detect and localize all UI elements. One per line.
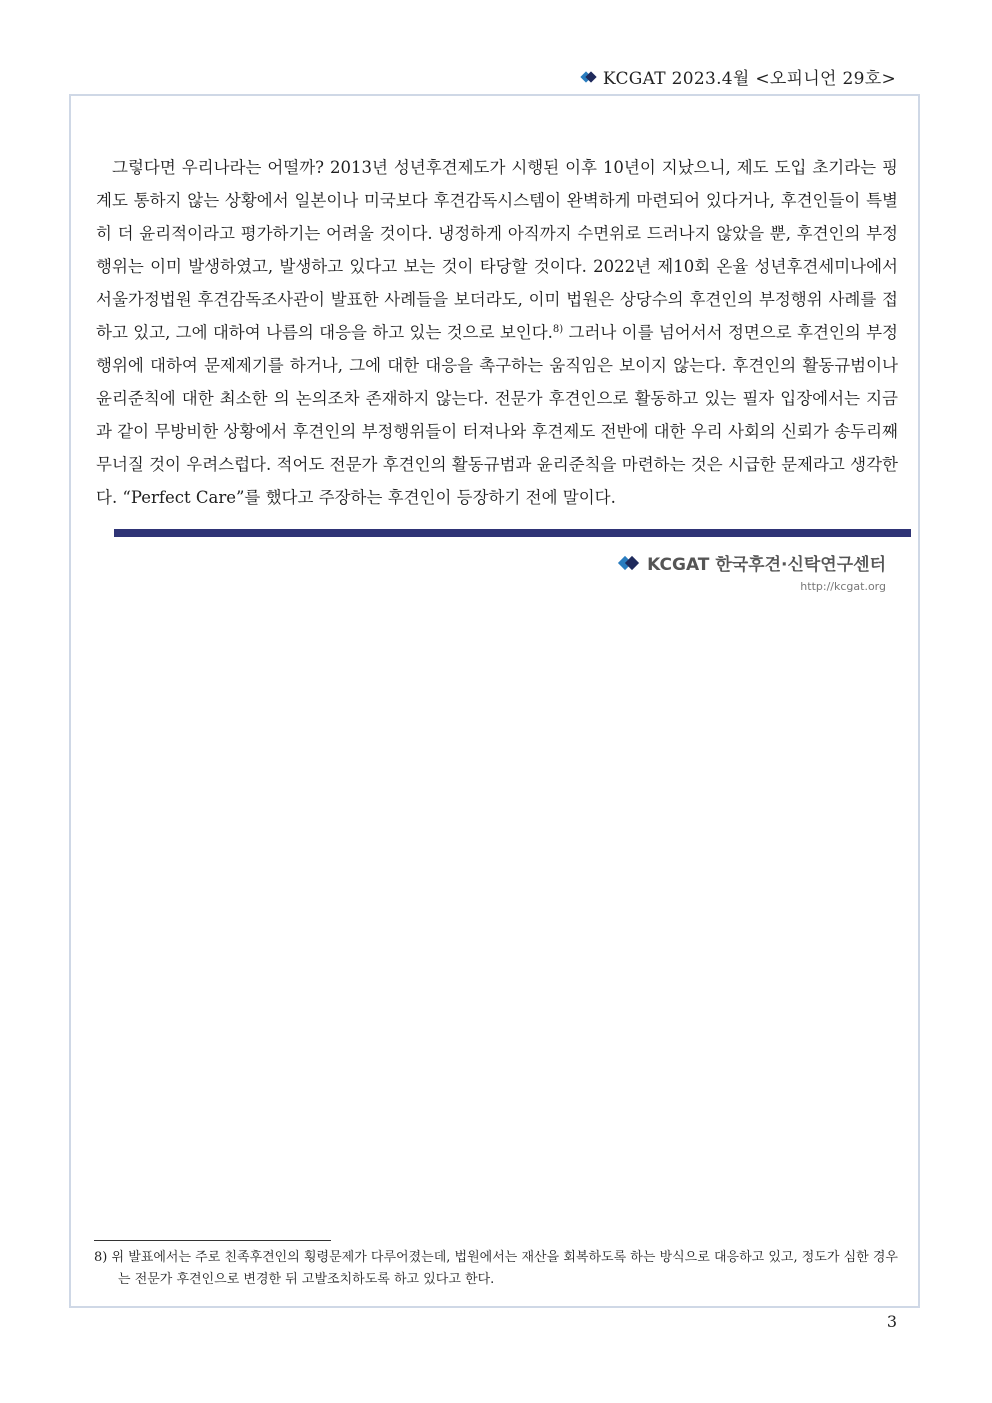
footnote-text: 8) 위 발표에서는 주로 친족후견인의 횡령문제가 다루어졌는데, 법원에서는 재산을 회복하도록 하는 방식으로 대응하고 있고, 정도가 심한 경우는 전문가 후견인으로 변경한 뒤 고발조치하도록 하고 있다고 한다. [94,1250,898,1287]
footnote-divider [94,1240,331,1241]
brand-name: KCGAT 한국후견·신탁연구센터 [647,555,886,575]
brand-block [619,550,886,593]
header-text: KCGAT 2023.4월 <오피니언 29호> [602,69,896,89]
section-divider-bar [114,529,911,537]
footnote-reference[interactable]: 8) [552,324,564,335]
page-header [581,64,896,89]
brand-line [619,550,886,575]
body-text-part-2: 그러나 이를 넘어서서 정면으로 후견인의 부정행위에 대하여 문제제기를 하거나, 그에 대한 대응을 촉구하는 움직임은 보이지 않는다. 후견인의 활동규범이나 윤리준칙에 대한 최소한 의 논의조차 존재하지 않는다. 전문가 후견인으로 활동하고 있는 필자 입장에서는 지금과 같이 무방비한 상황에서 후견인의 부정행위들이 터져나와 후견제도 전반에 대한 우리 사회의 신뢰가 송두리째 무너질 것이 우려스럽다. 적어도 전문가 후견인의 활동규범과 윤리준칙을 마련하는 것은 시급한 문제라고 생각한다. “Perfect Care”를 했다고 주장하는 후견인이 등장하기 전에 말이다. [96,323,898,507]
page-number: 3 [886,1312,897,1331]
diamond-logo-icon [581,69,597,85]
brand-url-link[interactable]: http://kcgat.org [800,580,886,593]
body-paragraph [96,151,898,514]
diamond-logo-icon [619,553,639,573]
body-text-part-1: 그렇다면 우리나라는 어떨까? 2013년 성년후견제도가 시행된 이후 10년이 지났으니, 제도 도입 초기라는 핑계도 통하지 않는 상황에서 일본이나 미국보다 후견감독시스템이 완벽하게 마련되어 있다거나, 후견인들이 특별히 더 윤리적이라고 평가하기는 어려울 것이다. 냉정하게 아직까지 수면위로 드러나지 않았을 뿐, 후견인의 부정행위는 이미 발생하였고, 발생하고 있다고 보는 것이 타당할 것이다. 2022년 제10회 온율 성년후견세미나에서 서울가정법원 후견감독조사관이 발표한 사례들을 보더라도, 이미 법원은 상당수의 후견인의 부정행위 사례를 접하고 있고, 그에 대하여 나름의 대응을 하고 있는 것으로 보인다. [96,158,898,342]
